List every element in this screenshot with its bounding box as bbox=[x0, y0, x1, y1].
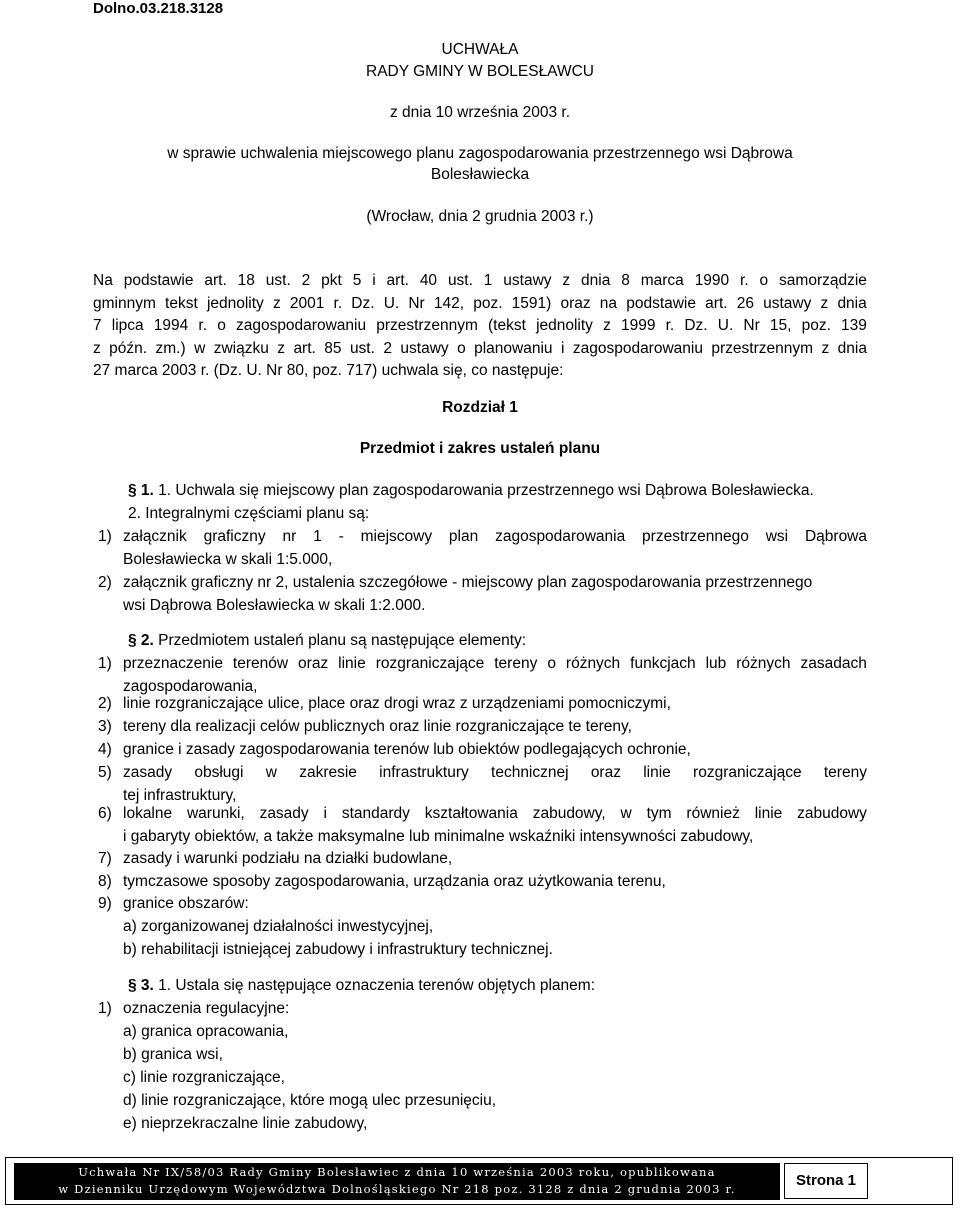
subject-line-2: Bolesławiecka bbox=[430, 166, 530, 183]
section-2-item-number: 4) bbox=[98, 741, 112, 758]
section-2-item-line-2: tej infrastruktury, bbox=[123, 787, 237, 804]
page-number-label: Strona 1 bbox=[784, 1163, 868, 1199]
section-1-para-2: 2. Integralnymi częściami planu są: bbox=[128, 505, 370, 522]
section-3-mark: § 3. bbox=[128, 977, 154, 994]
section-3-sub-e: e) nieprzekraczalne linie zabudowy, bbox=[123, 1115, 368, 1132]
section-2-item-line-1: przeznaczenie terenów oraz linie rozgraniczające tereny o różnych funkcjach lub różnych zasadach bbox=[123, 655, 867, 672]
section-2-item-line-1: zasady obsługi w zakresie infrastruktury technicznej oraz linie rozgraniczające tereny bbox=[123, 764, 867, 781]
section-3-item-1-number: 1) bbox=[98, 1000, 112, 1017]
section-2-item-number: 2) bbox=[98, 695, 112, 712]
section-2-item-line-1: lokalne warunki, zasady i standardy kształtowania zabudowy, w tym również linie zabudowy bbox=[123, 805, 867, 822]
section-2-item-number: 7) bbox=[98, 850, 112, 867]
section-2-item-line-1: granice obszarów: bbox=[123, 895, 249, 912]
section-2-sub-b: b) rehabilitacji istniejącej zabudowy i infrastruktury technicznej. bbox=[123, 941, 553, 958]
section-3-item-1-text: oznaczenia regulacyjne: bbox=[123, 1000, 290, 1017]
document-id: Dolno.03.218.3128 bbox=[93, 0, 224, 17]
chapter-subheading: Przedmiot i zakres ustaleń planu bbox=[359, 440, 601, 457]
chapter-heading: Rozdział 1 bbox=[442, 399, 518, 416]
section-2-item-line-1: granice i zasady zagospodarowania terenów lub obiektów podlegających ochronie, bbox=[123, 741, 691, 758]
section-2-item-number: 8) bbox=[98, 873, 112, 890]
preamble bbox=[93, 270, 867, 383]
section-3-sub-d: d) linie rozgraniczające, które mogą ulec przesunięciu, bbox=[123, 1092, 497, 1109]
dateline: z dnia 10 września 2003 r. bbox=[389, 104, 571, 121]
section-2-item-number: 6) bbox=[98, 805, 112, 822]
preamble-line: z późn. zm.) w związku z art. 85 ust. 2 ustawy o planowaniu i zagospodarowaniu przestrzennym z dnia bbox=[93, 339, 867, 357]
section-2-intro bbox=[128, 632, 526, 650]
subject-line-1: w sprawie uchwalenia miejscowego planu zagospodarowania przestrzennego wsi Dąbrowa bbox=[167, 145, 793, 162]
section-2-item-line-1: tymczasowe sposoby zagospodarowania, urządzania oraz użytkowania terenu, bbox=[123, 873, 666, 890]
section-3-sub-a: a) granica opracowania, bbox=[123, 1023, 289, 1040]
section-1-item-2-number: 2) bbox=[98, 574, 112, 591]
section-1-para-1-text: 1. Uchwala się miejscowy plan zagospodarowania przestrzennego wsi Dąbrowa Bolesławiecka. bbox=[153, 482, 814, 499]
publication-note: (Wrocław, dnia 2 grudnia 2003 r.) bbox=[366, 208, 594, 225]
section-1-mark: § 1. bbox=[128, 482, 154, 499]
section-2-sub-a: a) zorganizowanej działalności inwestycyjnej, bbox=[123, 918, 434, 935]
section-2-item-number: 3) bbox=[98, 718, 112, 735]
preamble-line: Na podstawie art. 18 ust. 2 pkt 5 i art. 40 ust. 1 ustawy z dnia 8 marca 1990 r. o samorządzie bbox=[93, 272, 867, 289]
section-2-item-number: 1) bbox=[98, 655, 112, 672]
section-3-intro-text: 1. Ustala się następujące oznaczenia terenów objętych planem: bbox=[153, 977, 596, 994]
footer-citation bbox=[14, 1163, 780, 1200]
section-2-item-line-1: zasady i warunki podziału na działki budowlane, bbox=[123, 850, 453, 867]
section-3-sub-b: b) granica wsi, bbox=[123, 1046, 223, 1063]
title-line-2: RADY GMINY W BOLESŁAWCU bbox=[366, 63, 594, 80]
section-2-mark: § 2. bbox=[128, 632, 154, 649]
section-1-item-1-line-2: Bolesławiecka w skali 1:5.000, bbox=[123, 551, 333, 568]
footer-citation-line-2: w Dzienniku Urzędowym Województwa Dolnośląskiego Nr 218 poz. 3128 z dnia 2 grudnia 2003 r. bbox=[58, 1182, 736, 1196]
section-2-item-line-1: tereny dla realizacji celów publicznych oraz linie rozgraniczające te tereny, bbox=[123, 718, 632, 735]
section-2-item-line-2: i gabaryty obiektów, a także maksymalne lub minimalne wskaźniki intensywności zabudowy, bbox=[123, 828, 754, 845]
section-1-item-1-number: 1) bbox=[98, 528, 112, 545]
section-3-intro bbox=[128, 977, 595, 995]
section-2-item-number: 5) bbox=[98, 764, 112, 781]
preamble-line: 7 lipca 1994 r. o zagospodarowaniu przestrzennym (tekst jednolity z 1999 r. Dz. U. Nr 15, poz. 139 bbox=[93, 317, 867, 334]
footer-spacer bbox=[872, 1163, 946, 1199]
section-1-item-2-line-1: załącznik graficzny nr 2, ustalenia szczegółowe - miejscowy plan zagospodarowania przestrzennego bbox=[123, 574, 813, 591]
section-2-item-line-1: linie rozgraniczające ulice, place oraz drogi wraz z urządzeniami pomocniczymi, bbox=[123, 695, 671, 712]
section-2-item-line-2: zagospodarowania, bbox=[123, 678, 258, 695]
preamble-line: gminnym tekst jednolity z 2001 r. Dz. U. Nr 142, poz. 1591) oraz na podstawie art. 26 ustawy z dnia bbox=[93, 294, 867, 312]
section-1-item-2-line-2: wsi Dąbrowa Bolesławiecka w skali 1:2.000. bbox=[123, 597, 426, 614]
section-2-intro-text: Przedmiotem ustaleń planu są następujące elementy: bbox=[153, 632, 527, 649]
footer-citation-line-1: Uchwała Nr IX/58/03 Rady Gminy Bolesławiec z dnia 10 września 2003 roku, opublikowana bbox=[78, 1165, 716, 1179]
section-3-sub-c: c) linie rozgraniczające, bbox=[123, 1069, 285, 1086]
title-line-1: UCHWAŁA bbox=[441, 41, 519, 58]
page-footer bbox=[5, 1157, 953, 1205]
section-2-item-number: 9) bbox=[98, 895, 112, 912]
section-1-para-1 bbox=[128, 482, 814, 500]
preamble-line: 27 marca 2003 r. (Dz. U. Nr 80, poz. 717) uchwala się, co następuje: bbox=[93, 362, 564, 379]
section-1-item-1-line-1: załącznik graficzny nr 1 - miejscowy plan zagospodarowania przestrzennego wsi Dąbrowa bbox=[123, 528, 867, 545]
